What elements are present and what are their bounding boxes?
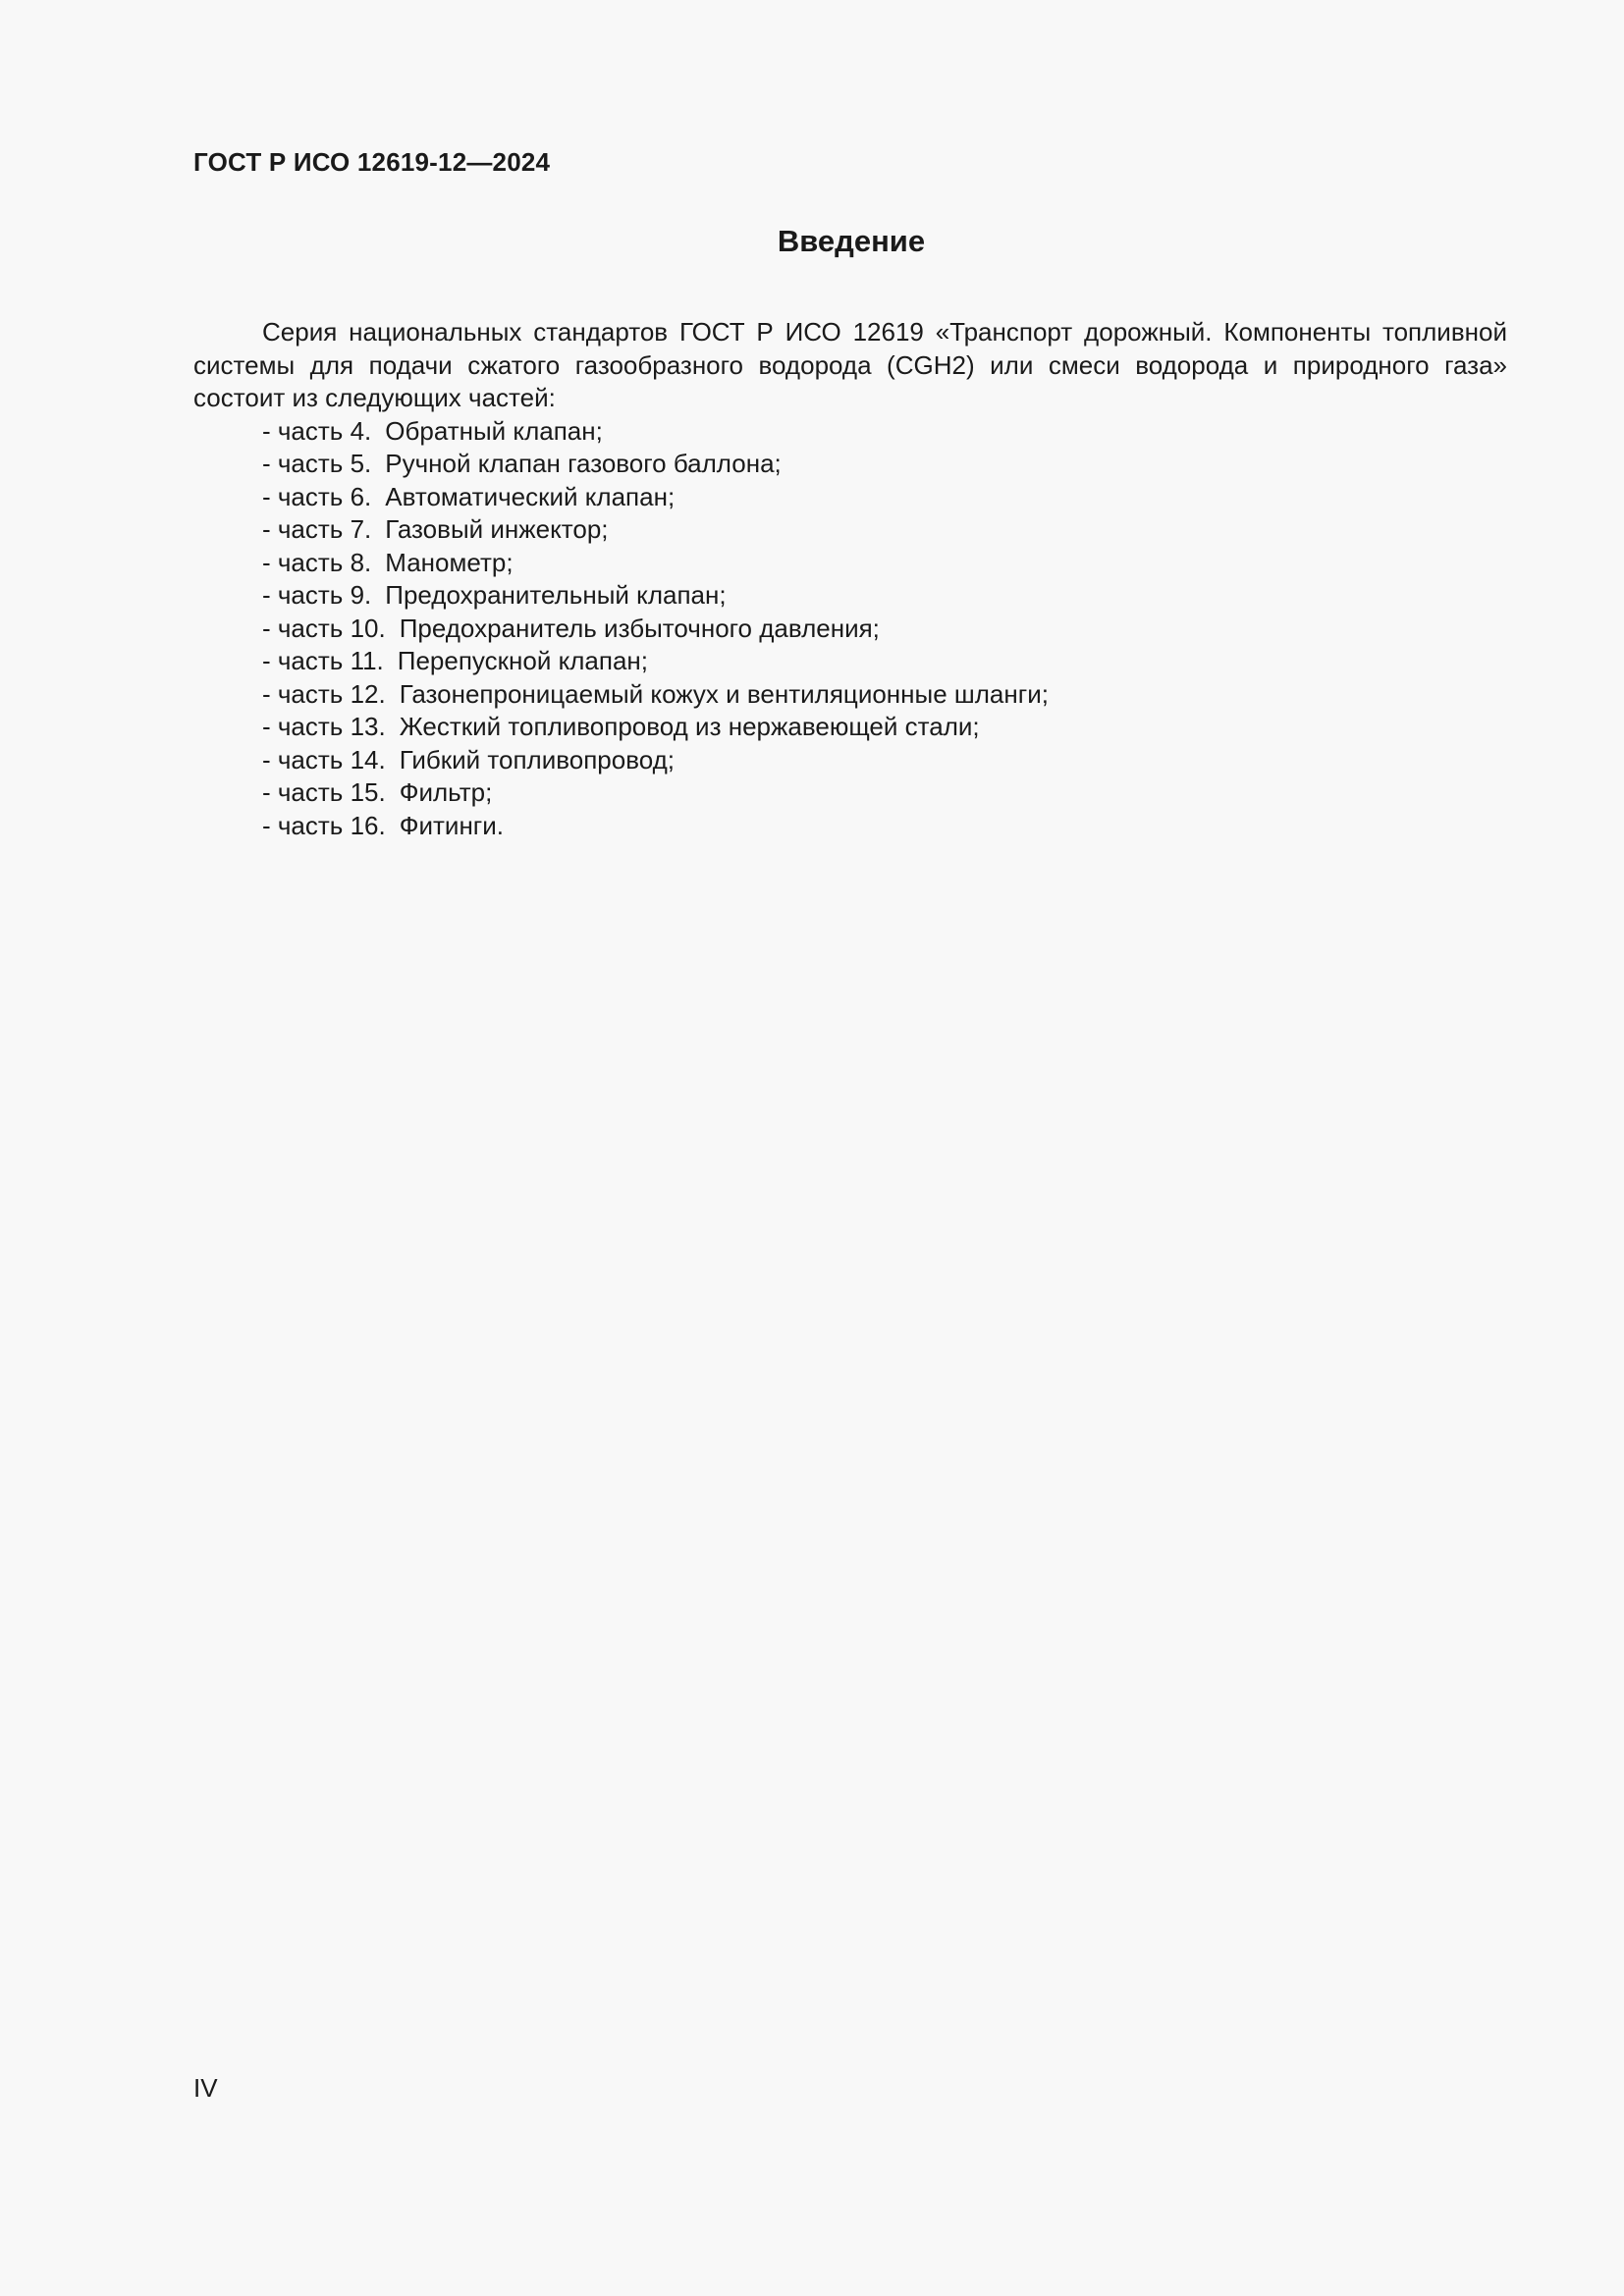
section-body [193, 316, 1507, 842]
part-number: - часть 16. [262, 810, 386, 840]
list-item [262, 579, 1507, 613]
page-number: IV [193, 2073, 218, 2103]
part-number: - часть 6. [262, 481, 372, 511]
list-item [262, 744, 1507, 777]
part-title: Фильтр; [399, 777, 493, 807]
part-title: Газонепроницаемый кожух и вентиляционные шланги; [399, 678, 1049, 709]
part-number: - часть 11. [262, 646, 384, 675]
part-title: Предохранительный клапан; [385, 580, 727, 610]
part-title: Предохранитель избыточного давления; [399, 613, 880, 643]
part-number: - часть 8. [262, 547, 372, 577]
part-number: - часть 5. [262, 449, 372, 478]
list-item [262, 776, 1507, 810]
part-title: Гибкий топливопровод; [399, 744, 676, 774]
part-title: Манометр; [385, 547, 514, 577]
part-number: - часть 13. [262, 712, 386, 741]
part-number: - часть 14. [262, 744, 386, 774]
list-item [262, 678, 1507, 712]
list-item [262, 810, 1507, 843]
part-title: Газовый инжектор; [385, 514, 609, 544]
part-number: - часть 7. [262, 514, 372, 544]
section-title: Введение [777, 224, 926, 258]
parts-list [193, 415, 1507, 843]
part-number: - часть 12. [262, 678, 386, 709]
part-number: - часть 4. [262, 415, 372, 446]
part-title: Ручной клапан газового баллона; [385, 449, 782, 478]
list-item [262, 513, 1507, 547]
list-item [262, 711, 1507, 744]
list-item [262, 547, 1507, 580]
list-item [262, 481, 1507, 514]
part-number: - часть 10. [262, 613, 386, 643]
list-item [262, 415, 1507, 449]
list-item [262, 645, 1507, 678]
document-code-header: ГОСТ Р ИСО 12619-12—2024 [193, 147, 551, 177]
part-title: Фитинги. [399, 810, 505, 840]
part-title: Автоматический клапан; [385, 481, 676, 511]
part-title: Обратный клапан; [385, 415, 603, 446]
part-title: Перепускной клапан; [397, 646, 648, 675]
part-number: - часть 15. [262, 777, 386, 807]
list-item [262, 613, 1507, 646]
list-item [262, 448, 1507, 481]
part-number: - часть 9. [262, 580, 372, 610]
intro-paragraph: Серия национальных стандартов ГОСТ Р ИСО 12619 «Транспорт дорожный. Компоненты топливной системы для подачи сжатого газообразного водорода (CGH2) или смеси водорода и природного газа» состоит из следующих частей: [193, 317, 1507, 412]
part-title: Жесткий топливопровод из нержавеющей стали; [399, 712, 980, 741]
